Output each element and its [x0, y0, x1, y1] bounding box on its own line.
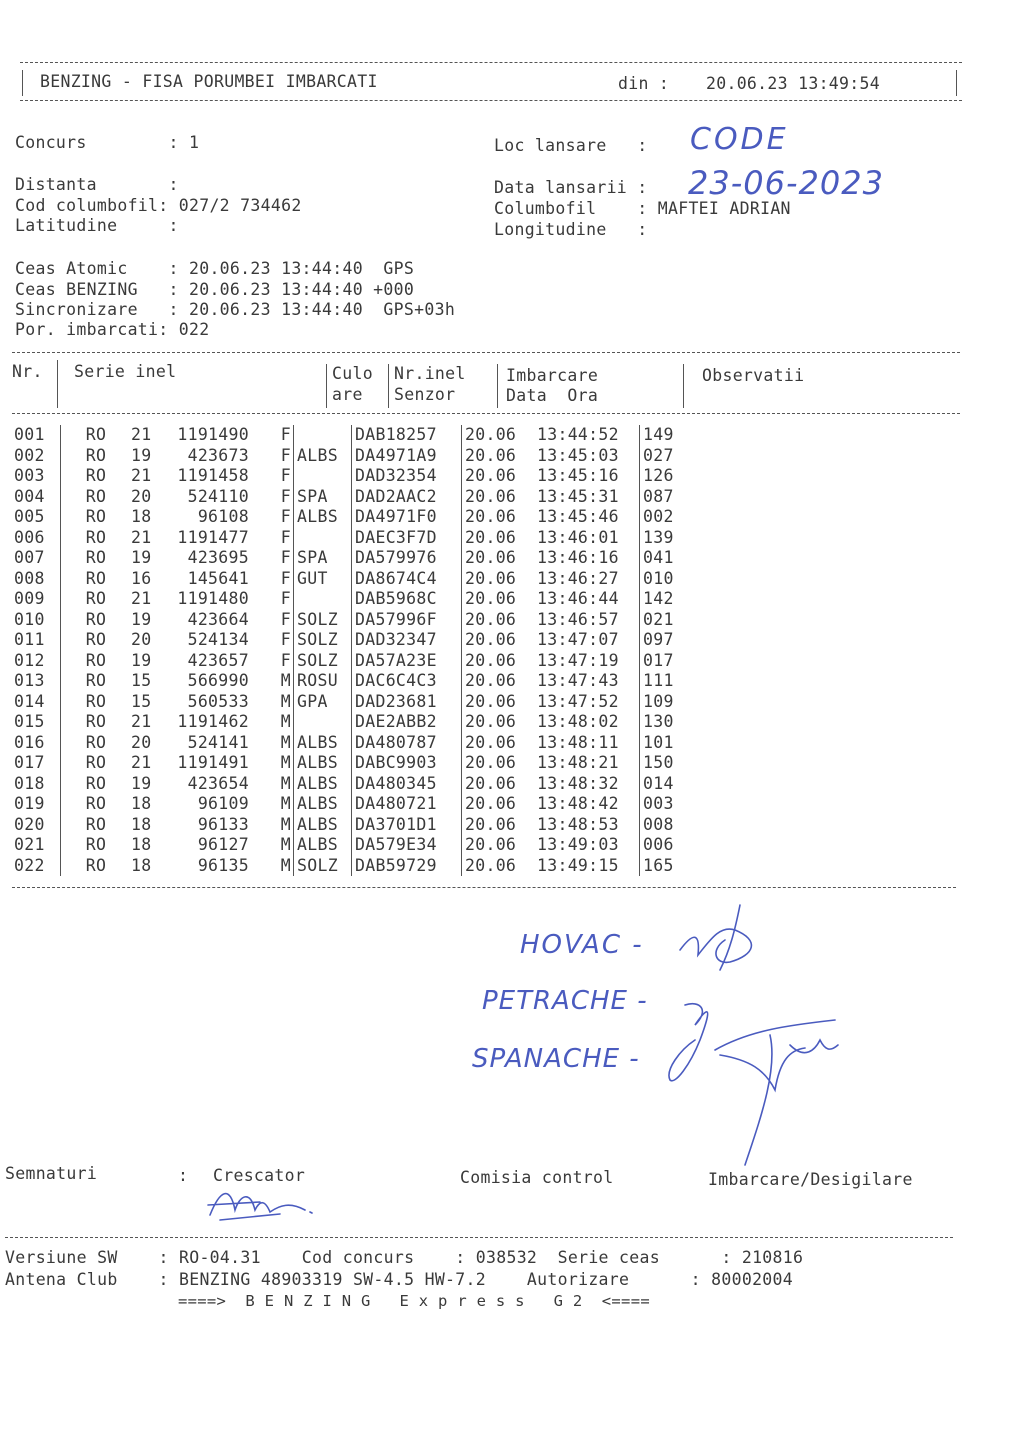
ring-year: 21: [131, 589, 152, 608]
ring-country: RO: [61, 548, 132, 569]
ring-number: 1191490: [177, 425, 249, 444]
embark-date: 20.06: [462, 692, 538, 713]
ring-number: 423657: [187, 650, 249, 670]
data-lansarii-label: Data lansarii :: [494, 178, 648, 197]
table-top-rule: [12, 352, 960, 353]
ring-year: 21: [131, 527, 152, 547]
ring-country: RO: [61, 753, 132, 774]
header-right-bar: [956, 70, 957, 96]
ring-year: 18: [131, 814, 152, 834]
sex: F: [280, 589, 291, 608]
col-header-culoare-1: Culo: [332, 364, 373, 383]
ring-number: 96108: [197, 507, 249, 526]
sex: M: [280, 814, 291, 834]
embark-time: 13:45:03: [537, 445, 619, 465]
handwritten-name-2: PETRACHE -: [482, 986, 648, 1016]
ring-country: RO: [61, 835, 132, 856]
row-nr: 016: [14, 732, 45, 752]
sensor-ring: DA480721: [352, 794, 462, 815]
sex: M: [280, 835, 291, 854]
color: ALBS: [294, 794, 352, 815]
row-nr: 006: [14, 527, 45, 547]
ring-country: RO: [61, 487, 132, 508]
ring-year: 15: [131, 691, 152, 711]
row-nr: 002: [14, 445, 45, 465]
color: SOLZ: [294, 630, 352, 651]
comisia-control-label: Comisia control: [460, 1168, 614, 1187]
observation: 126: [640, 466, 704, 487]
ring-country: RO: [61, 466, 132, 487]
ring-year: 18: [131, 835, 152, 854]
table-header-divider: [57, 360, 58, 408]
table-row: [10, 671, 703, 692]
table-row: [10, 466, 703, 487]
embark-date: 20.06: [462, 856, 538, 877]
observation: 097: [640, 630, 704, 651]
table-row: [10, 733, 703, 754]
distanta-field: Distanta :: [15, 175, 179, 194]
loc-lansare-label: Loc lansare :: [494, 136, 648, 155]
table-row: [10, 651, 703, 672]
sex: M: [280, 753, 291, 772]
col-header-serie-inel: Serie inel: [74, 362, 177, 381]
color: ALBS: [294, 507, 352, 528]
table-bottom-rule: [12, 887, 956, 888]
observation: 165: [640, 856, 704, 877]
embark-time: 13:48:32: [537, 773, 619, 793]
table-row: [10, 528, 703, 549]
embark-date: 20.06: [462, 548, 538, 569]
row-nr: 013: [14, 671, 45, 690]
row-nr: 004: [14, 486, 45, 506]
sex: F: [280, 445, 291, 465]
color: ALBS: [294, 774, 352, 795]
embark-time: 13:47:07: [537, 630, 619, 649]
row-nr: 015: [14, 712, 45, 731]
sex: M: [280, 671, 291, 690]
ring-year: 19: [131, 548, 152, 567]
observation: 149: [640, 425, 704, 446]
embark-time: 13:47:19: [537, 650, 619, 670]
ring-country: RO: [61, 733, 132, 754]
ring-number: 1191462: [177, 712, 249, 731]
porumbei-imbarcati-field: Por. imbarcati: 022: [15, 320, 210, 339]
row-nr: 018: [14, 773, 45, 793]
header-top-rule: [20, 62, 962, 63]
table-row: [10, 835, 703, 856]
sensor-ring: DA4971A9: [352, 446, 462, 467]
embark-date: 20.06: [462, 630, 538, 651]
sensor-ring: DA480787: [352, 733, 462, 754]
color: SOLZ: [294, 651, 352, 672]
observation: 130: [640, 712, 704, 733]
sensor-ring: DA57A23E: [352, 651, 462, 672]
col-header-imbarcare-2: Data Ora: [506, 386, 599, 405]
ring-country: RO: [61, 610, 132, 631]
table-header-divider: [388, 364, 389, 408]
sensor-ring: DAC6C4C3: [352, 671, 462, 692]
color: [294, 712, 352, 733]
ring-country: RO: [61, 425, 132, 446]
color: [294, 589, 352, 610]
row-nr: 019: [14, 794, 45, 813]
ring-number: 524141: [187, 732, 249, 752]
observation: 111: [640, 671, 704, 692]
embark-time: 13:46:57: [537, 609, 619, 629]
color: ALBS: [294, 733, 352, 754]
ceas-atomic-field: Ceas Atomic : 20.06.23 13:44:40 GPS: [15, 259, 415, 278]
embark-time: 13:46:44: [537, 589, 619, 608]
observation: 006: [640, 835, 704, 856]
ring-year: 20: [131, 630, 152, 649]
table-row: [10, 794, 703, 815]
signature-scribbles: [640, 900, 880, 1170]
observation: 150: [640, 753, 704, 774]
sensor-ring: DAB18257: [352, 425, 462, 446]
row-nr: 021: [14, 835, 45, 854]
sex: M: [280, 773, 291, 793]
ring-number: 96109: [197, 794, 249, 813]
footer-line-antena: Antena Club : BENZING 48903319 SW-4.5 HW-7.2 Autorizare : 80002004: [5, 1270, 794, 1289]
sex: F: [280, 527, 291, 547]
table-header-divider: [326, 364, 327, 408]
sensor-ring: DA480345: [352, 774, 462, 795]
sex: F: [280, 650, 291, 670]
ring-year: 18: [131, 794, 152, 813]
data-lansarii-handwritten: 23-06-2023: [688, 164, 884, 202]
ring-country: RO: [61, 446, 132, 467]
col-header-imbarcare-1: Imbarcare: [506, 366, 599, 385]
embark-time: 13:44:52: [537, 425, 619, 444]
table-row: [10, 487, 703, 508]
ring-number: 96133: [197, 814, 249, 834]
pigeon-table: [10, 425, 703, 876]
sex: M: [280, 712, 291, 731]
ring-number: 524134: [187, 630, 249, 649]
embark-date: 20.06: [462, 425, 538, 446]
embark-time: 13:49:03: [537, 835, 619, 854]
embark-date: 20.06: [462, 651, 538, 672]
color: SOLZ: [294, 610, 352, 631]
observation: 003: [640, 794, 704, 815]
sex: M: [280, 855, 291, 875]
imbarcare-desigilare-label: Imbarcare/Desigilare: [708, 1170, 913, 1189]
ring-country: RO: [61, 692, 132, 713]
observation: 087: [640, 487, 704, 508]
embark-time: 13:48:53: [537, 814, 619, 834]
embark-time: 13:47:43: [537, 671, 619, 690]
observation: 027: [640, 446, 704, 467]
embark-time: 13:45:31: [537, 486, 619, 506]
table-row: [10, 507, 703, 528]
sex: F: [280, 630, 291, 649]
embark-date: 20.06: [462, 815, 538, 836]
embark-time: 13:46:27: [537, 568, 619, 588]
ring-country: RO: [61, 589, 132, 610]
table-row: [10, 856, 703, 877]
ring-country: RO: [61, 630, 132, 651]
crescator-label: Crescator: [213, 1166, 306, 1185]
sensor-ring: DAB59729: [352, 856, 462, 877]
ring-year: 21: [131, 466, 152, 485]
sincronizare-field: Sincronizare : 20.06.23 13:44:40 GPS+03h: [15, 300, 456, 319]
row-nr: 014: [14, 691, 45, 711]
embark-time: 13:48:02: [537, 712, 619, 731]
observation: 139: [640, 528, 704, 549]
row-nr: 001: [14, 425, 45, 444]
row-nr: 008: [14, 568, 45, 588]
table-row: [10, 774, 703, 795]
sex: M: [280, 794, 291, 813]
longitudine-field: Longitudine :: [494, 220, 648, 239]
ring-number: 560533: [187, 691, 249, 711]
row-nr: 003: [14, 466, 45, 485]
ring-number: 423654: [187, 773, 249, 793]
row-nr: 009: [14, 589, 45, 608]
report-date-value: 20.06.23 13:49:54: [706, 74, 880, 93]
footer-top-rule: [5, 1237, 953, 1238]
ring-country: RO: [61, 671, 132, 692]
ring-country: RO: [61, 856, 132, 877]
sensor-ring: DA57996F: [352, 610, 462, 631]
report-date-label: din :: [618, 74, 670, 93]
embark-date: 20.06: [462, 528, 538, 549]
ring-year: 21: [131, 753, 152, 772]
crescator-signature: [200, 1180, 330, 1230]
embark-date: 20.06: [462, 733, 538, 754]
ring-number: 423673: [187, 445, 249, 465]
ring-year: 20: [131, 732, 152, 752]
row-nr: 012: [14, 650, 45, 670]
cod-columbofil-field: Cod columbofil: 027/2 734462: [15, 196, 302, 215]
color: SOLZ: [294, 856, 352, 877]
ring-country: RO: [61, 651, 132, 672]
table-row: [10, 815, 703, 836]
observation: 014: [640, 774, 704, 795]
embark-date: 20.06: [462, 610, 538, 631]
sex: F: [280, 568, 291, 588]
sex: F: [280, 609, 291, 629]
row-nr: 020: [14, 814, 45, 834]
table-row: [10, 425, 703, 446]
footer-line-benzing-express: ====> B E N Z I N G E x p r e s s G 2 <====: [178, 1292, 650, 1310]
ring-country: RO: [61, 774, 132, 795]
table-row: [10, 712, 703, 733]
observation: 109: [640, 692, 704, 713]
row-nr: 005: [14, 507, 45, 526]
ring-number: 1191491: [177, 753, 249, 772]
ring-number: 423695: [187, 548, 249, 567]
embark-time: 13:46:01: [537, 527, 619, 547]
ring-number: 566990: [187, 671, 249, 690]
embark-date: 20.06: [462, 589, 538, 610]
col-header-nr-inel-1: Nr.inel: [394, 364, 466, 383]
col-header-observatii: Observatii: [702, 366, 805, 385]
ring-year: 21: [131, 425, 152, 444]
ring-year: 16: [131, 568, 152, 588]
embark-date: 20.06: [462, 487, 538, 508]
ring-country: RO: [61, 507, 132, 528]
observation: 021: [640, 610, 704, 631]
row-nr: 022: [14, 855, 45, 875]
columbofil-field: Columbofil : MAFTEI ADRIAN: [494, 199, 791, 218]
sensor-ring: DAB5968C: [352, 589, 462, 610]
color: ROSU: [294, 671, 352, 692]
ring-country: RO: [61, 794, 132, 815]
ring-year: 19: [131, 445, 152, 465]
semnaturi-label: Semnaturi: [5, 1164, 98, 1183]
observation: 101: [640, 733, 704, 754]
table-header-divider: [497, 364, 498, 408]
color: SPA: [294, 487, 352, 508]
ring-year: 19: [131, 650, 152, 670]
observation: 017: [640, 651, 704, 672]
ring-year: 21: [131, 712, 152, 731]
color: GUT: [294, 569, 352, 590]
embark-time: 13:49:15: [537, 855, 619, 875]
ring-year: 18: [131, 507, 152, 526]
sensor-ring: DAEC3F7D: [352, 528, 462, 549]
header-bottom-rule: [20, 100, 962, 101]
row-nr: 017: [14, 753, 45, 772]
table-row: [10, 548, 703, 569]
ring-number: 96127: [197, 835, 249, 854]
table-row: [10, 753, 703, 774]
ring-number: 145641: [187, 568, 249, 588]
embark-time: 13:45:16: [537, 466, 619, 485]
sensor-ring: DAD2AAC2: [352, 487, 462, 508]
semnaturi-colon: :: [178, 1166, 189, 1185]
sensor-ring: DAD32347: [352, 630, 462, 651]
ring-country: RO: [61, 569, 132, 590]
ring-year: 15: [131, 671, 152, 690]
embark-date: 20.06: [462, 774, 538, 795]
embark-time: 13:45:46: [537, 507, 619, 526]
embark-date: 20.06: [462, 507, 538, 528]
sensor-ring: DAD23681: [352, 692, 462, 713]
color: ALBS: [294, 815, 352, 836]
sex: F: [280, 548, 291, 567]
embark-date: 20.06: [462, 569, 538, 590]
color: ALBS: [294, 753, 352, 774]
color: ALBS: [294, 446, 352, 467]
loc-lansare-handwritten: CODE: [690, 122, 789, 157]
table-row: [10, 569, 703, 590]
color: GPA: [294, 692, 352, 713]
embark-date: 20.06: [462, 671, 538, 692]
sex: M: [280, 691, 291, 711]
embark-time: 13:48:11: [537, 732, 619, 752]
table-row: [10, 589, 703, 610]
color: ALBS: [294, 835, 352, 856]
embark-time: 13:48:42: [537, 794, 619, 813]
table-header-divider: [683, 364, 684, 408]
table-row: [10, 630, 703, 651]
ring-year: 19: [131, 609, 152, 629]
sex: F: [280, 466, 291, 485]
handwritten-name-3: SPANACHE -: [472, 1044, 640, 1074]
report-title: BENZING - FISA PORUMBEI IMBARCATI: [40, 72, 378, 91]
ring-number: 96135: [197, 855, 249, 875]
sex: F: [280, 486, 291, 506]
color: [294, 425, 352, 446]
embark-time: 13:47:52: [537, 691, 619, 711]
col-header-nr: Nr.: [12, 362, 43, 381]
table-row: [10, 692, 703, 713]
ring-year: 20: [131, 486, 152, 506]
sensor-ring: DAD32354: [352, 466, 462, 487]
color: [294, 466, 352, 487]
embark-date: 20.06: [462, 446, 538, 467]
sensor-ring: DA4971F0: [352, 507, 462, 528]
observation: 041: [640, 548, 704, 569]
table-header-rule: [12, 413, 960, 414]
sensor-ring: DA579E34: [352, 835, 462, 856]
observation: 002: [640, 507, 704, 528]
ring-year: 18: [131, 855, 152, 875]
ceas-benzing-field: Ceas BENZING : 20.06.23 13:44:40 +000: [15, 280, 415, 299]
sensor-ring: DABC9903: [352, 753, 462, 774]
concurs-field: Concurs : 1: [15, 133, 200, 152]
embark-date: 20.06: [462, 753, 538, 774]
row-nr: 011: [14, 630, 45, 649]
latitudine-field: Latitudine :: [15, 216, 179, 235]
sensor-ring: DA579976: [352, 548, 462, 569]
embark-date: 20.06: [462, 794, 538, 815]
sex: F: [280, 425, 291, 444]
observation: 142: [640, 589, 704, 610]
ring-number: 1191458: [177, 466, 249, 485]
table-row: [10, 610, 703, 631]
sex: M: [280, 732, 291, 752]
footer-line-versiune: Versiune SW : RO-04.31 Cod concurs : 038532 Serie ceas : 210816: [5, 1248, 804, 1267]
color: SPA: [294, 548, 352, 569]
embark-time: 13:48:21: [537, 753, 619, 772]
ring-number: 1191477: [177, 527, 249, 547]
ring-country: RO: [61, 712, 132, 733]
ring-country: RO: [61, 528, 132, 549]
col-header-culoare-2: are: [332, 385, 363, 404]
row-nr: 010: [14, 609, 45, 629]
sensor-ring: DAE2ABB2: [352, 712, 462, 733]
row-nr: 007: [14, 548, 45, 567]
sensor-ring: DA3701D1: [352, 815, 462, 836]
ring-country: RO: [61, 815, 132, 836]
observation: 010: [640, 569, 704, 590]
color: [294, 528, 352, 549]
sex: F: [280, 507, 291, 526]
header-left-bar: [22, 70, 23, 96]
embark-date: 20.06: [462, 466, 538, 487]
ring-number: 524110: [187, 486, 249, 506]
sensor-ring: DA8674C4: [352, 569, 462, 590]
observation: 008: [640, 815, 704, 836]
table-row: [10, 446, 703, 467]
ring-number: 423664: [187, 609, 249, 629]
embark-date: 20.06: [462, 712, 538, 733]
embark-date: 20.06: [462, 835, 538, 856]
ring-year: 19: [131, 773, 152, 793]
handwritten-name-1: HOVAC -: [520, 930, 644, 960]
col-header-nr-inel-2: Senzor: [394, 385, 456, 404]
ring-number: 1191480: [177, 589, 249, 608]
embark-time: 13:46:16: [537, 548, 619, 567]
